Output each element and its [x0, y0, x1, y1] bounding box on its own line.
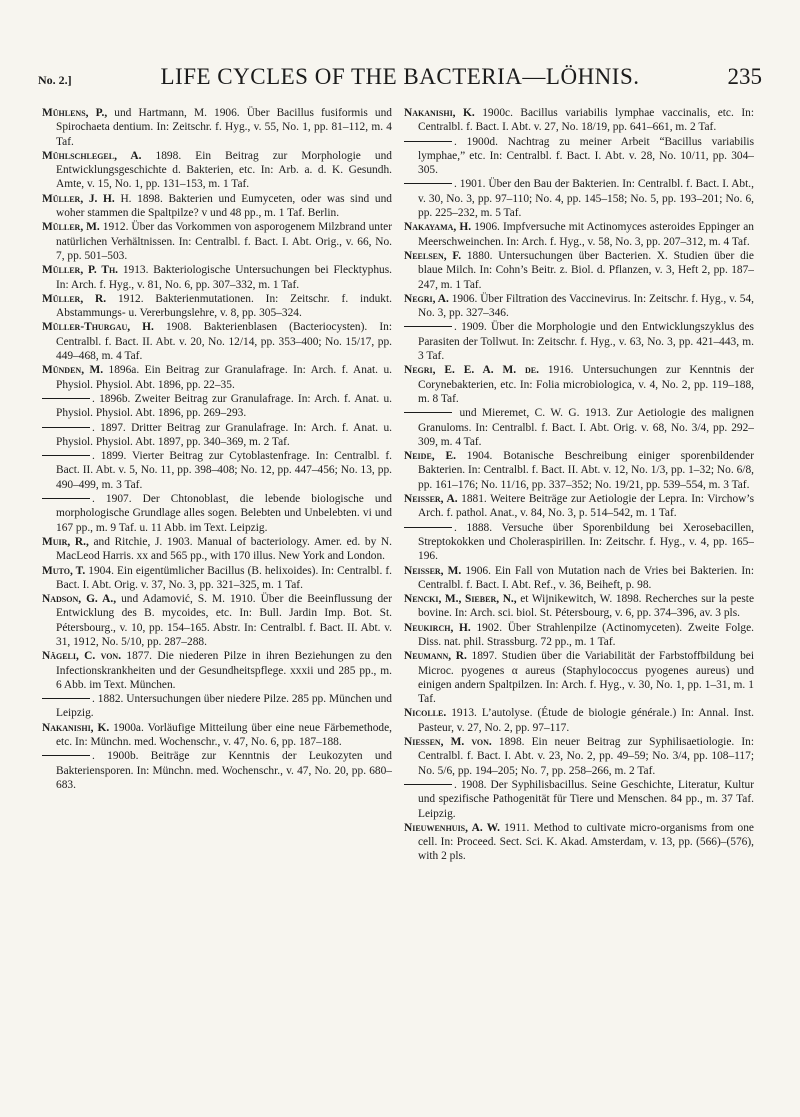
bibliography-entry	[404, 564, 754, 593]
bibliography-entry	[404, 735, 754, 778]
ditto-dash	[404, 183, 452, 184]
bibliography-entry	[42, 220, 392, 263]
entry-text: 1906. Über Filtration des Vaccinevirus. In: Zeitschr. f. Hyg., v. 54, No. 3, pp. 327–346.	[418, 292, 754, 320]
entry-author: Müller, R.	[42, 292, 107, 305]
bibliography-entry	[404, 406, 754, 449]
ditto-dash	[42, 398, 90, 399]
bibliography-entry	[404, 220, 754, 249]
bibliography-entry	[404, 177, 754, 220]
bibliography-entry	[42, 649, 392, 692]
bibliography-entry	[404, 249, 754, 292]
entry-author: Nicolle.	[404, 707, 447, 720]
bibliography-entry	[42, 592, 392, 649]
ditto-dash	[404, 326, 452, 327]
bibliography-entry	[404, 649, 754, 706]
entry-author: Nakanishi, K.	[42, 721, 110, 734]
entry-text: . 1888. Versuche über Sporenbildung bei Xerosebacillen, Streptokokken und Choleraspirillen. In: Zeitschr. f. Hyg., v. 4, pp. 165–196.	[418, 521, 754, 563]
entry-text: et Wijnikewitch, W. 1898. Recherches sur la peste bovine. In: Arch. sci. biol. St. Pétersbourg, v. 6, pp. 374–396, av. 3 pls.	[418, 593, 754, 620]
entry-text: 1881. Weitere Beiträge zur Aetiologie der Lepra. In: Virchow’s Arch. f. pathol. Anat., v. 84, No. 3, p. 514–542, m. 1 Taf.	[418, 493, 754, 520]
running-title: LIFE CYCLES OF THE BACTERIA—LÖHNIS.	[160, 64, 640, 89]
ditto-dash	[42, 698, 90, 699]
ditto-dash	[42, 755, 90, 756]
entry-text: 1900c. Bacillus variabilis lymphae vaccinalis, etc. In: Centralbl. f. Bact. I. Abt. v. 27, No. 18/19, pp. 641–661, m. 2 Taf.	[418, 107, 754, 134]
bibliography-entry	[404, 706, 754, 735]
entry-author: Müller-Thurgau, H.	[42, 321, 154, 334]
entry-text: und Hartmann, M. 1906. Über Bacillus fusiformis und Spirochaeta dentium. In: Zeitschr. f. Hyg., v. 55, No. 1, pp. 81–112, m. 4 Taf.	[56, 107, 392, 148]
entry-text: 1902. Über Strahlenpilze (Actinomyceten). Zweite Folge. Diss. nat. phil. Strassburg. 72 pp., m. 1 Taf.	[418, 621, 754, 648]
bibliography-entry	[404, 778, 754, 821]
entry-text: 1911. Method to cultivate micro-organisms from one cell. In: Proceed. Sect. Sci. K. Akad. Amsterdam, v. 13, pp. (566)–(576), with 2 pls.	[418, 821, 754, 863]
entry-author: Nencki, M., Sieber, N.,	[404, 593, 517, 606]
bibliography-entry	[42, 292, 392, 321]
entry-text: . 1900d. Nachtrag zu meiner Arbeit “Bacillus variabilis lymphae,” etc. In: Centralbl. f. Bact. I. Abt. v. 28, No. 10/11, pp. 304–305.	[418, 135, 754, 177]
ditto-dash	[42, 455, 90, 456]
entry-text: . 1900b. Beiträge zur Kenntnis der Leukozyten und Bakteriensporen. In: Münchn. med. Wochenschr., v. 47, No. 20, pp. 680–683.	[56, 750, 392, 791]
right-column	[404, 106, 754, 1106]
bibliography-entry	[42, 564, 392, 593]
bibliography-entry	[42, 692, 392, 721]
ditto-dash	[404, 141, 452, 142]
entry-text: 1913. Bakteriologische Untersuchungen bei Flecktyphus. In: Arch. f. Hyg., v. 81, No. 6, pp. 307–332, m. 1 Taf.	[56, 264, 392, 291]
entry-text: 1898. Ein neuer Beitrag zur Syphilisaetiologie. In: Centralbl. f. Bact. I. Abt. v. 23, No. 2, pp. 49–59; No. 3/4, pp. 108–117; No. 5/6, pp. 194–205; No. 7, pp. 258–266, m. 2 Taf.	[418, 736, 754, 777]
entry-author: Müller, M.	[42, 221, 100, 234]
bibliography-entry	[404, 106, 754, 135]
entry-author: Müller, P. Th.	[42, 264, 119, 277]
issue-label: No. 2.]	[38, 73, 72, 87]
bibliography-entry	[404, 320, 754, 363]
entry-author: Neide, E.	[404, 450, 456, 463]
bibliography-entry	[404, 521, 754, 564]
bibliography-entry	[42, 106, 392, 149]
bibliography-entry	[42, 535, 392, 564]
entry-author: Niessen, M. von.	[404, 736, 492, 749]
entry-author: Muto, T.	[42, 564, 86, 577]
entry-text: 1904. Botanische Beschreibung einiger sporenbildender Bakterien. In: Centralbl. f. Bact. II. Abt. v. 12, No. 1/3, pp. 1–32; No. 6/8, pp. 161–176; No. 11/16, pp. 337–352; No. 19/21, pp. 539–554, m. 3 Taf.	[418, 450, 754, 491]
entry-author: Negri, A.	[404, 292, 449, 305]
ditto-dash	[404, 412, 452, 413]
bibliography-entry	[42, 320, 392, 363]
entry-text: . 1909. Über die Morphologie und den Entwicklungszyklus des Parasiten der Tollwut. In: Zeitschr. f. Hyg., v. 63, No. 3, pp. 421–443, m. 3 Taf.	[418, 321, 754, 363]
entry-text: 1906. Impfversuche mit Actinomyces asteroides Eppinger an Meerschweinchen. In: Arch. f. Hyg., v. 58, No. 3, pp. 207–312, m. 4 Taf.	[418, 221, 754, 248]
entry-author: Mühlens, P.,	[42, 107, 108, 119]
entry-author: Neelsen, F.	[404, 249, 462, 262]
page-number: 235	[727, 64, 762, 89]
entry-text: 1877. Die niederen Pilze in ihren Beziehungen zu den Infectionskrankheiten und der Gesundheitspflege. xxxii und 285 pp., m. 6 Abb. im Text. München.	[56, 650, 392, 691]
entry-text: 1906. Ein Fall von Mutation nach de Vries bei Bakterien. In: Centralbl. f. Bact. I. Abt. Ref., v. 36, Beiheft, p. 98.	[418, 564, 754, 591]
entry-text: 1897. Studien über die Variabilität der Farbstoffbildung bei Microc. pyogenes α aureus (Staphylococcus pyogenes aureus) und einigen andern Spaltpilzen. In: Arch. f. Hyg., v. 30, No. 1, pp. 1–31, m. 1 Taf.	[418, 650, 754, 706]
bibliography-entry	[404, 821, 754, 864]
entry-author: Nadson, G. A.,	[42, 593, 117, 606]
bibliography-entry	[404, 135, 754, 178]
page-header	[38, 64, 762, 94]
entry-author: Neisser, M.	[404, 564, 462, 577]
entry-text: . 1882. Untersuchungen über niedere Pilze. 285 pp. München und Leipzig.	[56, 693, 392, 720]
entry-text: . 1896b. Zweiter Beitrag zur Granulafrage. In: Arch. f. Anat. u. Physiol. Physiol. Abt. 1896, pp. 269–293.	[56, 392, 392, 420]
entry-author: Negri, E. E. A. M. de.	[404, 364, 539, 377]
bibliography-entry	[404, 449, 754, 492]
entry-author: Müller, J. H.	[42, 192, 115, 205]
bibliography-entry	[42, 263, 392, 292]
entry-text: . 1907. Der Chtonoblast, die lebende biologische und morphologische Grundlage alles sogen. Belebten und Unbelebten. vi und 167 pp., m. 9 Taf. u. 11 Abb. im Text. Leipzig.	[56, 493, 392, 534]
entry-author: Mühlschlegel, A.	[42, 149, 142, 162]
entry-text: 1908. Bakterienblasen (Bacteriocysten). In: Centralbl. f. Bact. II. Abt. v. 20, No. 12/14, pp. 353–400; No. 15/17, pp. 449–468, m. 4 Taf.	[56, 321, 392, 363]
bibliography-entry	[404, 363, 754, 406]
ditto-dash	[42, 498, 90, 499]
bibliography-entry	[42, 749, 392, 792]
bibliography-entry	[42, 392, 392, 421]
entry-author: Nieuwenhuis, A. W.	[404, 821, 500, 834]
ditto-dash	[404, 527, 452, 528]
bibliography-entry	[42, 149, 392, 192]
bibliography-entry	[42, 363, 392, 392]
entry-author: Nägeli, C. von.	[42, 650, 122, 663]
entry-text: . 1901. Über den Bau der Bakterien. In: Centralbl. f. Bact. I. Abt., v. 30, No. 3, pp. 97–110; No. 4, pp. 145–158; No. 5, pp. 193–201; No. 6, pp. 225–232, m. 5 Taf.	[418, 178, 754, 220]
entry-author: Neisser, A.	[404, 493, 458, 506]
entry-text: H. 1898. Bakterien und Eumyceten, oder was sind und woher stammen die Spaltpilze? v und 48 pp., m. 1 Taf. Berlin.	[56, 192, 392, 220]
entry-text: 1912. Über das Vorkommen von asporogenem Milzbrand unter natürlichen Verhältnissen. In: Centralbl. f. Bact. I. Abt. Orig., v. 66, No. 7, pp. 501–503.	[56, 221, 392, 262]
bibliography-entry	[404, 592, 754, 621]
bibliography-entry	[42, 192, 392, 221]
entry-author: Neukirch, H.	[404, 621, 471, 634]
entry-text: und Adamović, S. M. 1910. Über die Beeinflussung der Entwicklung des B. mycoides, etc. In: Bull. Jardin Imp. Bot. St. Pétersbourg., v. 10, pp. 154–165. Abstr. In: Centralbl. f. Bact. II. Abt. v. 31, 1912, No. 5/10, pp. 287–288.	[56, 593, 392, 648]
bibliography-entry	[404, 621, 754, 650]
entry-text: . 1897. Dritter Beitrag zur Granulafrage. In: Arch. f. Anat. u. Physiol. Physiol. Abt. 1897, pp. 340–369, m. 2 Taf.	[56, 421, 392, 448]
entry-text: 1916. Untersuchungen zur Kenntnis der Corynebakterien, etc. In: Folia microbiologica, v. 4, No. 2, pp. 119–188, m. 8 Taf.	[418, 364, 754, 405]
entry-text: 1913. L’autolyse. (Étude de biologie générale.) In: Annal. Inst. Pasteur, v. 27, No. 2, pp. 97–117.	[418, 707, 754, 734]
entry-text: 1900a. Vorläufige Mitteilung über eine neue Färbemethode, etc. In: Münchn. med. Wochenschr., v. 47, No. 6, pp. 187–188.	[56, 721, 392, 749]
entry-author: Nakanishi, K.	[404, 107, 475, 119]
entry-text: . 1908. Der Syphilisbacillus. Seine Geschichte, Literatur, Kultur und spezifische Pathogenität für Tiere und Menschen. 84 pp., m. 37 Taf. Leipzig.	[418, 778, 754, 820]
entry-author: Nakayama, H.	[404, 221, 472, 234]
entry-text: 1898. Ein Beitrag zur Morphologie und Entwicklungsgeschichte d. Bakterien, etc. In: Arb. a. d. K. Gesundh. Amte, v. 15, No. 1, pp. 131–153, m. 1 Taf.	[56, 149, 392, 191]
bibliography-entry	[404, 492, 754, 521]
ditto-dash	[42, 427, 90, 428]
entry-text: 1904. Ein eigentümlicher Bacillus (B. helixoides). In: Centralbl. f. Bact. I. Abt. Orig. v. 37, No. 3, pp. 321–325, m. 1 Taf.	[56, 564, 392, 591]
entry-text: und Mieremet, C. W. G. 1913. Zur Aetiologie des malignen Granuloms. In: Centralbl. f. Bact. I. Abt. Orig. v. 68, No. 3/4, pp. 292–309, m. 4 Taf.	[418, 407, 754, 448]
bibliography-entry	[42, 492, 392, 535]
bibliography-entry	[404, 292, 754, 321]
ditto-dash	[404, 784, 452, 785]
entry-author: Muir, R.,	[42, 535, 89, 548]
bibliography-entry	[42, 721, 392, 750]
entry-text: 1912. Bakterienmutationen. In: Zeitschr. f. indukt. Abstammungs- u. Vererbungslehre, v. 8, pp. 305–324.	[56, 292, 392, 320]
entry-author: Neumann, R.	[404, 650, 467, 663]
entry-text: and Ritchie, J. 1903. Manual of bacteriology. Amer. ed. by N. MacLeod Harris. xx and 565 pp., with 170 illus. New York and London.	[56, 535, 392, 563]
entry-text: 1896a. Ein Beitrag zur Granulafrage. In: Arch. f. Anat. u. Physiol. Physiol. Abt. 1896, pp. 22–35.	[56, 364, 392, 391]
bibliography-entry	[42, 449, 392, 492]
entry-text: . 1899. Vierter Beitrag zur Cytoblastenfrage. In: Centralbl. f. Bact. II. Abt. v. 5, No. 11, pp. 398–408; No. 12, pp. 447–456; No. 13, pp. 490–499, m. 3 Taf.	[56, 450, 392, 491]
entry-text: 1880. Untersuchungen über Bacterien. X. Studien über die blaue Milch. In: Cohn’s Beitr. z. Biol. d. Pflanzen, v. 3, Heft 2, pp. 187–247, m. 1 Taf.	[418, 249, 754, 291]
entry-author: Münden, M.	[42, 364, 104, 377]
bibliography-entry	[42, 421, 392, 450]
left-column	[42, 106, 392, 1106]
